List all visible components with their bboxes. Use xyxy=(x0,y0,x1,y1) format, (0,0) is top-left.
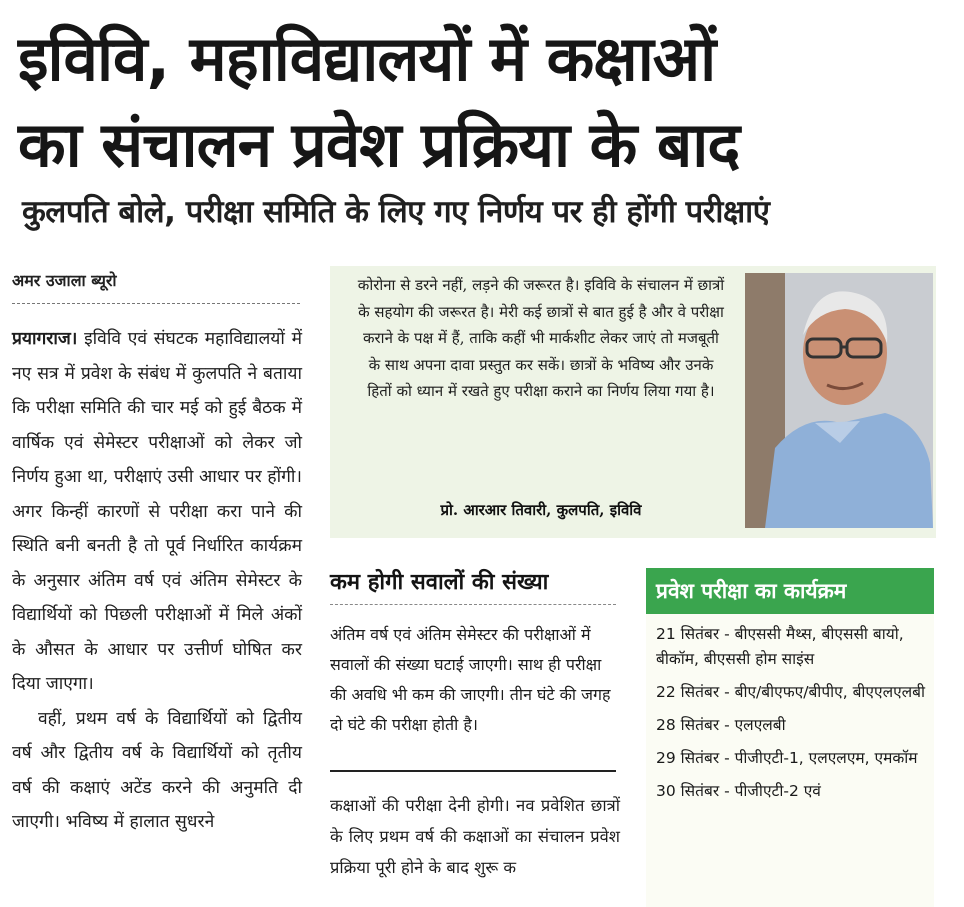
schedule-item: 29 सितंबर - पीजीएटी-1, एलएलएम, एमकॉम xyxy=(656,749,918,767)
vice-chancellor-photo xyxy=(745,273,933,528)
schedule-item: 22 सितंबर - बीए/बीएफए/बीपीए, बीएएलएलबी xyxy=(656,683,926,701)
headline-line-2: का संचालन प्रवेश प्रक्रिया के बाद xyxy=(18,108,740,181)
schedule-item: 28 सितंबर - एलएलबी xyxy=(656,716,786,734)
paragraph-2: वहीं, प्रथम वर्ष के विद्यार्थियों को द्वितीय वर्ष और द्वितीय वर्ष के विद्यार्थियों को तृतीय वर्ष की कक्षाएं अटेंड करने की अनुमति दी जाएगी। भविष्य में हालात सुधरने xyxy=(12,708,302,832)
dateline: प्रयागराज। xyxy=(12,329,78,349)
byline-divider xyxy=(12,303,300,304)
schedule-list xyxy=(656,622,928,812)
column-separator xyxy=(330,770,616,772)
portrait-illustration xyxy=(745,273,933,528)
quote-attribution: प्रो. आरआर तिवारी, कुलपति, इविवि xyxy=(440,501,642,519)
headline-line-1: इविवि, महाविद्यालयों में कक्षाओं xyxy=(18,22,716,95)
schedule-item: 21 सितंबर - बीएससी मैथ्स, बीएससी बायो, बीकॉम, बीएससी होम साइंस xyxy=(656,625,904,668)
schedule-item: 30 सितंबर - पीजीएटी-2 एवं xyxy=(656,782,821,800)
quote-text: कोरोना से डरने नहीं, लड़ने की जरूरत है। इविवि के संचालन में छात्रों के सहयोग की जरूरत है। मेरी कई छात्रों से बात हुई है और वे परीक्षा कराने के पक्ष में हैं, ताकि कहीं भी मार्कशीट लेकर जाएं तो मजबूती के साथ अपना दावा प्रस्तुत कर सकें। छात्रों के भविष्य और उनके हितों को ध्यान में रखते हुए परीक्षा कराने का निर्णय लिया गया है। xyxy=(357,276,725,400)
paragraph-1 xyxy=(12,322,302,702)
sub-story-heading: कम होगी सवालों की संख्या xyxy=(330,570,549,595)
sub-story-divider xyxy=(330,604,616,605)
subheadline: कुलपति बोले, परीक्षा समिति के लिए गए निर्णय पर ही होंगी परीक्षाएं xyxy=(22,194,770,230)
sub-story-text: अंतिम वर्ष एवं अंतिम सेमेस्टर की परीक्षाओं में सवालों की संख्या घटाई जाएगी। साथ ही परीक्षा की अवधि भी कम की जाएगी। तीन घंटे की जगह दो घंटे की परीक्षा होती है। xyxy=(330,625,611,734)
article-body-column-1 xyxy=(12,322,302,840)
article-body-continuation: कक्षाओं की परीक्षा देनी होगी। नव प्रवेशित छात्रों के लिए प्रथम वर्ष की कक्षाओं का संचालन प्रवेश प्रक्रिया पूरी होने के बाद शुरू क xyxy=(330,796,620,877)
byline: अमर उजाला ब्यूरो xyxy=(12,271,117,290)
paragraph-1-text: इविवि एवं संघटक महाविद्यालयों में नए सत्र में प्रवेश के संबंध में कुलपति ने बताया कि परीक्षा समिति की चार मई को हुई बैठक में वार्षिक एवं सेमेस्टर परीक्षाओं को लेकर जो निर्णय हुआ था, परीक्षाएं उसी आधार पर होंगी। अगर किन्हीं कारणों से परीक्षा करा पाने की स्थिति बनी बनती है तो पूर्व निर्धारित कार्यक्रम के अनुसार अंतिम वर्ष एवं अंतिम सेमेस्टर के विद्यार्थियों को पिछली परीक्षाओं में मिले अंकों के औसत के आधार पर उत्तीर्ण घोषित कर दिया जाएगा। xyxy=(12,329,302,694)
schedule-heading: प्रवेश परीक्षा का कार्यक्रम xyxy=(646,568,934,614)
